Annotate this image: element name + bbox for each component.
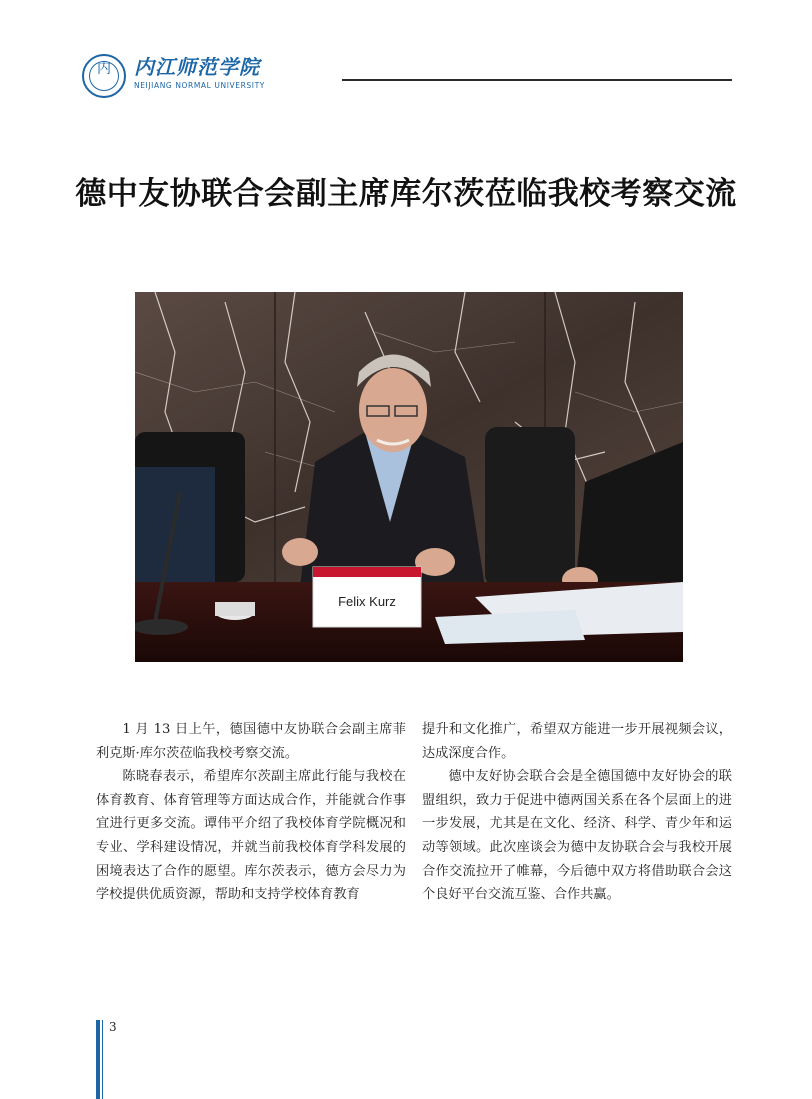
university-name-logo: 内江师范学院 bbox=[134, 55, 260, 79]
paragraph-3: 德中友好协会联合会是全德国德中友好协会的联盟组织，致力于促进中德两国关系在各个层面上的进一步发展，尤其是在文化、经济、科学、青少年和运动等领域。此次座谈会为德中友协联合会与我校开展合作交流拉开了帷幕，今后德中双方将借助联合会这个良好平台交流互鉴、合作共赢。 bbox=[422, 769, 732, 903]
article-column-left bbox=[96, 718, 406, 907]
paragraph-2-continued: 提升和文化推广，希望双方能进一步开展视频会议，达成深度合作。 bbox=[422, 722, 732, 761]
article-column-right bbox=[422, 718, 732, 907]
paragraph-1: 1 月 13 日上午，德国德中友协联合会副主席菲利克斯·库尔茨莅临我校考察交流。 bbox=[96, 722, 406, 761]
footer-accent-line bbox=[102, 1020, 103, 1099]
paragraph-2: 陈晓春表示，希望库尔茨副主席此行能与我校在体育教育、体育管理等方面达成合作，并能就合作事宜进行更多交流。谭伟平介绍了我校体育学院概况和专业、学科建设情况，并就当前我校体育学科发展的困境表达了合作的愿望。库尔茨表示，德方会尽力为学校提供优质资源，帮助和支持学校体育教育 bbox=[96, 769, 406, 903]
footer-accent-bar bbox=[96, 1020, 100, 1099]
meeting-photo-illustration bbox=[135, 292, 683, 662]
seal-glyph: 内 bbox=[97, 61, 111, 77]
page-header bbox=[82, 54, 732, 98]
university-seal-logo bbox=[82, 54, 126, 98]
page-number: 3 bbox=[109, 1020, 117, 1034]
header-divider bbox=[342, 79, 732, 81]
university-english-name: NEIJIANG NORMAL UNIVERSITY bbox=[134, 81, 265, 90]
nameplate-text: Felix Kurz bbox=[338, 594, 396, 609]
article-title: 德中友协联合会副主席库尔茨莅临我校考察交流 bbox=[75, 176, 737, 212]
article-photo bbox=[135, 292, 683, 662]
